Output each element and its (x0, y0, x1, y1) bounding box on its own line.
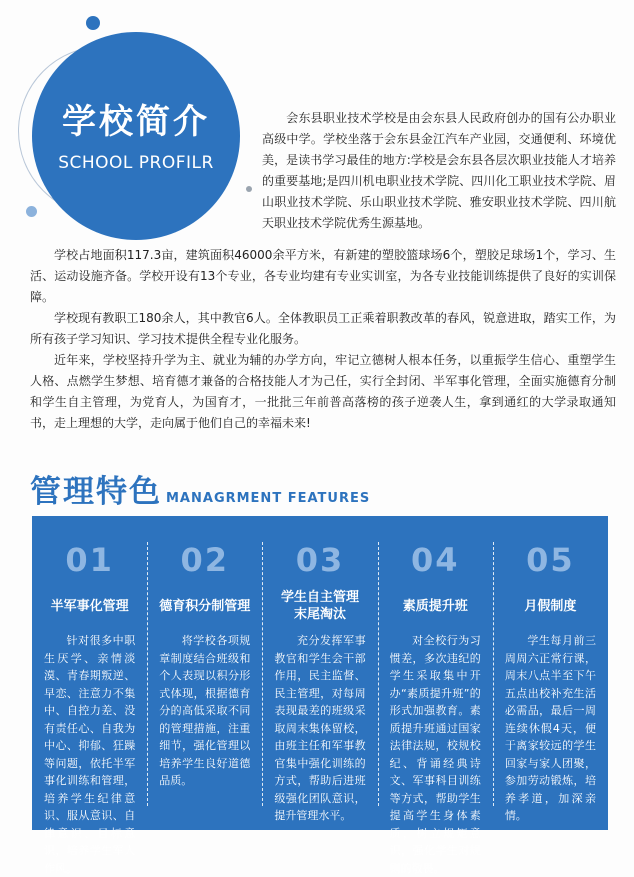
feature-column (262, 516, 377, 830)
feature-body-wrap (274, 632, 365, 825)
feature-body: 充分发挥军事教官和学生会干部作用，民主监督、民主管理，对每周表现最差的班级采取周末集体留校，由班主任和军事教官集中强化训练的方式，帮助后进班级强化团队意识，提升管理水平。 (274, 634, 366, 822)
features-panel (32, 516, 608, 875)
paragraph-campus: 学校占地面积117.3亩，建筑面积46000余平方米，有新建的塑胶篮球场6个，塑胶足球场1个，学习、生活、运动设施齐备。学校开设有13个专业，各专业均建有专业实训室，为各专业技能训练提供了良好的实训保障。 (30, 248, 616, 304)
feature-body: 学生每月前三周周六正常行课，周末八点半至下午五点出校补充生活必需品，最后一周连续休假4天，便于离家较远的学生回家与家人团聚，参加劳动锻炼，培养孝道，加深亲情。 (504, 634, 597, 822)
feature-body-wrap (390, 632, 481, 877)
feature-column (32, 516, 147, 875)
feature-number: 02 (180, 541, 230, 579)
feature-body: 针对很多中职生厌学、亲情淡漠、青春期叛逆、早恋、注意力不集中、自控力差、没有责任心、自我为中心、抑郁、狂躁等问题，依托半军事化训练和管理，培养学生纪律意识、服从意识、自律意识、目标意识，培养学生军人作风。 (44, 634, 136, 875)
feature-title: 半军事化管理 (50, 598, 129, 614)
decor-dot-blue (86, 16, 100, 30)
features-heading (30, 474, 370, 510)
feature-body: 对全校行为习惯差，多次违纪的学生采取集中开办“素质提升班”的形式加强教育。素质提升班通过国家法律法规，校规校纪、背诵经典诗文、军事科目训练等方式，帮助学生提高学生身体素质，树立规矩意识，强化学生对规则的敬畏。 (389, 634, 481, 875)
feature-body: 将学校各项规章制度结合班级和个人表现以积分形式体现，根据德育分的高低采取不同的管理措施，注重细节，强化管理以培养学生良好道德品质。 (159, 634, 251, 787)
feature-number: 05 (526, 541, 575, 579)
feature-body-wrap (159, 632, 250, 790)
intro-block (262, 108, 616, 234)
paragraph-recent: 近年来，学校坚持升学为主、就业为辅的办学方向，牢记立德树人根本任务，以重振学生信心、重塑学生人格、点燃学生梦想、培育德才兼备的合格技能人才为己任，实行全封闭、半军事化管理，全面实施德育分制和学生自主管理，为党育人，为国育才，一批批三年前普高落榜的孩子逆袭人生，拿到通红的大学录取通知书，走上理想的大学，走向属于他们自己的幸福未来! (30, 353, 616, 430)
decor-dot-gray (246, 186, 252, 192)
intro-text: 会东县职业技术学校是由会东县人民政府创办的国有公办职业高级中学。学校坐落于会东县金江汽车产业园，交通便利、环境优美，是读书学习最佳的地方:学校是会东县各层次职业技能人才培养的重要基地;是四川机电职业技术学院、四川化工职业技术学院、眉山职业技术学院、乐山职业技术学院、雅安职业技术学院、四川航天职业技术学院优秀生源基地。 (262, 111, 616, 230)
feature-column (378, 516, 493, 875)
feature-body-wrap (44, 632, 135, 877)
decor-dot-light (26, 206, 37, 217)
paragraph-staff: 学校现有教职工180余人，其中教官6人。全体教职员工正乘着职教改革的春风，锐意进取，踏实工作，为所有孩子学习知识、学习技术提供全程专业化服务。 (30, 311, 616, 346)
body-paragraphs (30, 245, 616, 434)
feature-title: 素质提升班 (402, 598, 468, 614)
feature-title: 德育积分制管理 (159, 598, 251, 614)
feature-title: 学生自主管理 末尾淘汰 (281, 590, 360, 622)
features-subtitle: MANAGRMENT FEATURES (166, 491, 371, 506)
feature-number: 01 (65, 541, 114, 579)
feature-number: 03 (295, 541, 345, 579)
feature-body-wrap (505, 632, 596, 825)
feature-column (493, 516, 608, 830)
feature-column (147, 516, 262, 830)
feature-title: 月假制度 (524, 598, 577, 614)
page-title: 学校简介 (62, 101, 210, 142)
features-title: 管理特色 (30, 474, 162, 510)
header-circle (32, 32, 240, 240)
page-subtitle: SCHOOL PROFILR (58, 152, 214, 173)
feature-number: 04 (410, 541, 460, 579)
